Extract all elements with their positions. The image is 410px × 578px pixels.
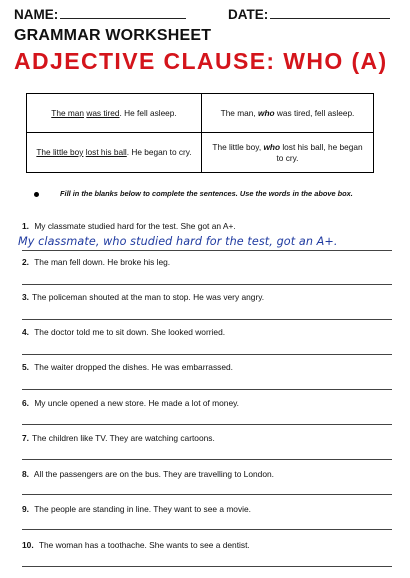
name-label: NAME: [14, 7, 59, 22]
answer-line-3[interactable] [22, 319, 392, 320]
answer-line-5[interactable] [22, 389, 392, 390]
example-box [26, 93, 374, 173]
question-item: 2. The man fell down. He broke his leg. [22, 257, 171, 267]
answer-line-8[interactable] [22, 494, 392, 495]
example-2-combined: The little boy, who lost his ball, he began to cry. [212, 141, 363, 163]
instructions: Fill in the blanks below to complete the sentences. Use the words in the above box. [28, 189, 403, 198]
name-field[interactable] [14, 7, 186, 22]
answer-line-9[interactable] [22, 529, 392, 530]
question-item: 5. The waiter dropped the dishes. He was embarrassed. [22, 362, 233, 372]
answer-line-4[interactable] [22, 354, 392, 355]
answer-line-7[interactable] [22, 459, 392, 460]
question-item: 7. The children like TV. They are watching cartoons. [22, 433, 215, 443]
date-blank[interactable] [270, 7, 390, 19]
example-1-original: The man was tired. He fell asleep. [27, 94, 202, 133]
example-1-combined: The man, who was tired, fell asleep. [202, 94, 373, 133]
date-label: DATE: [228, 7, 269, 22]
question-item: 10. The woman has a toothache. She wants to see a dentist. [22, 540, 250, 550]
example-2-original: The little boy lost his ball. He began to cry. [27, 133, 202, 172]
question-item: 6. My uncle opened a new store. He made a lot of money. [22, 398, 240, 408]
question-item: 8. All the passengers are on the bus. They are travelling to London. [22, 469, 274, 479]
question-item: 9. The people are standing in line. They want to see a movie. [22, 504, 251, 514]
bullet-icon [34, 192, 39, 197]
worksheet-title: GRAMMAR WORKSHEET [14, 27, 212, 44]
answer-line-2[interactable] [22, 284, 392, 285]
answer-line-10[interactable] [22, 566, 392, 567]
question-item: 3. The policeman shouted at the man to stop. He was very angry. [22, 292, 265, 302]
sample-answer: My classmate, who studied hard for the test, got an A+. [18, 235, 338, 248]
question-item: 1. My classmate studied hard for the test. She got an A+. [22, 221, 236, 231]
date-field[interactable] [228, 7, 390, 22]
worksheet-header [14, 7, 402, 25]
question-item: 4. The doctor told me to sit down. She looked worried. [22, 327, 226, 337]
name-blank[interactable] [60, 7, 186, 19]
worksheet-topic: ADJECTIVE CLAUSE: WHO (A) [14, 48, 388, 74]
answer-line-1[interactable] [22, 250, 392, 251]
answer-line-6[interactable] [22, 424, 392, 425]
